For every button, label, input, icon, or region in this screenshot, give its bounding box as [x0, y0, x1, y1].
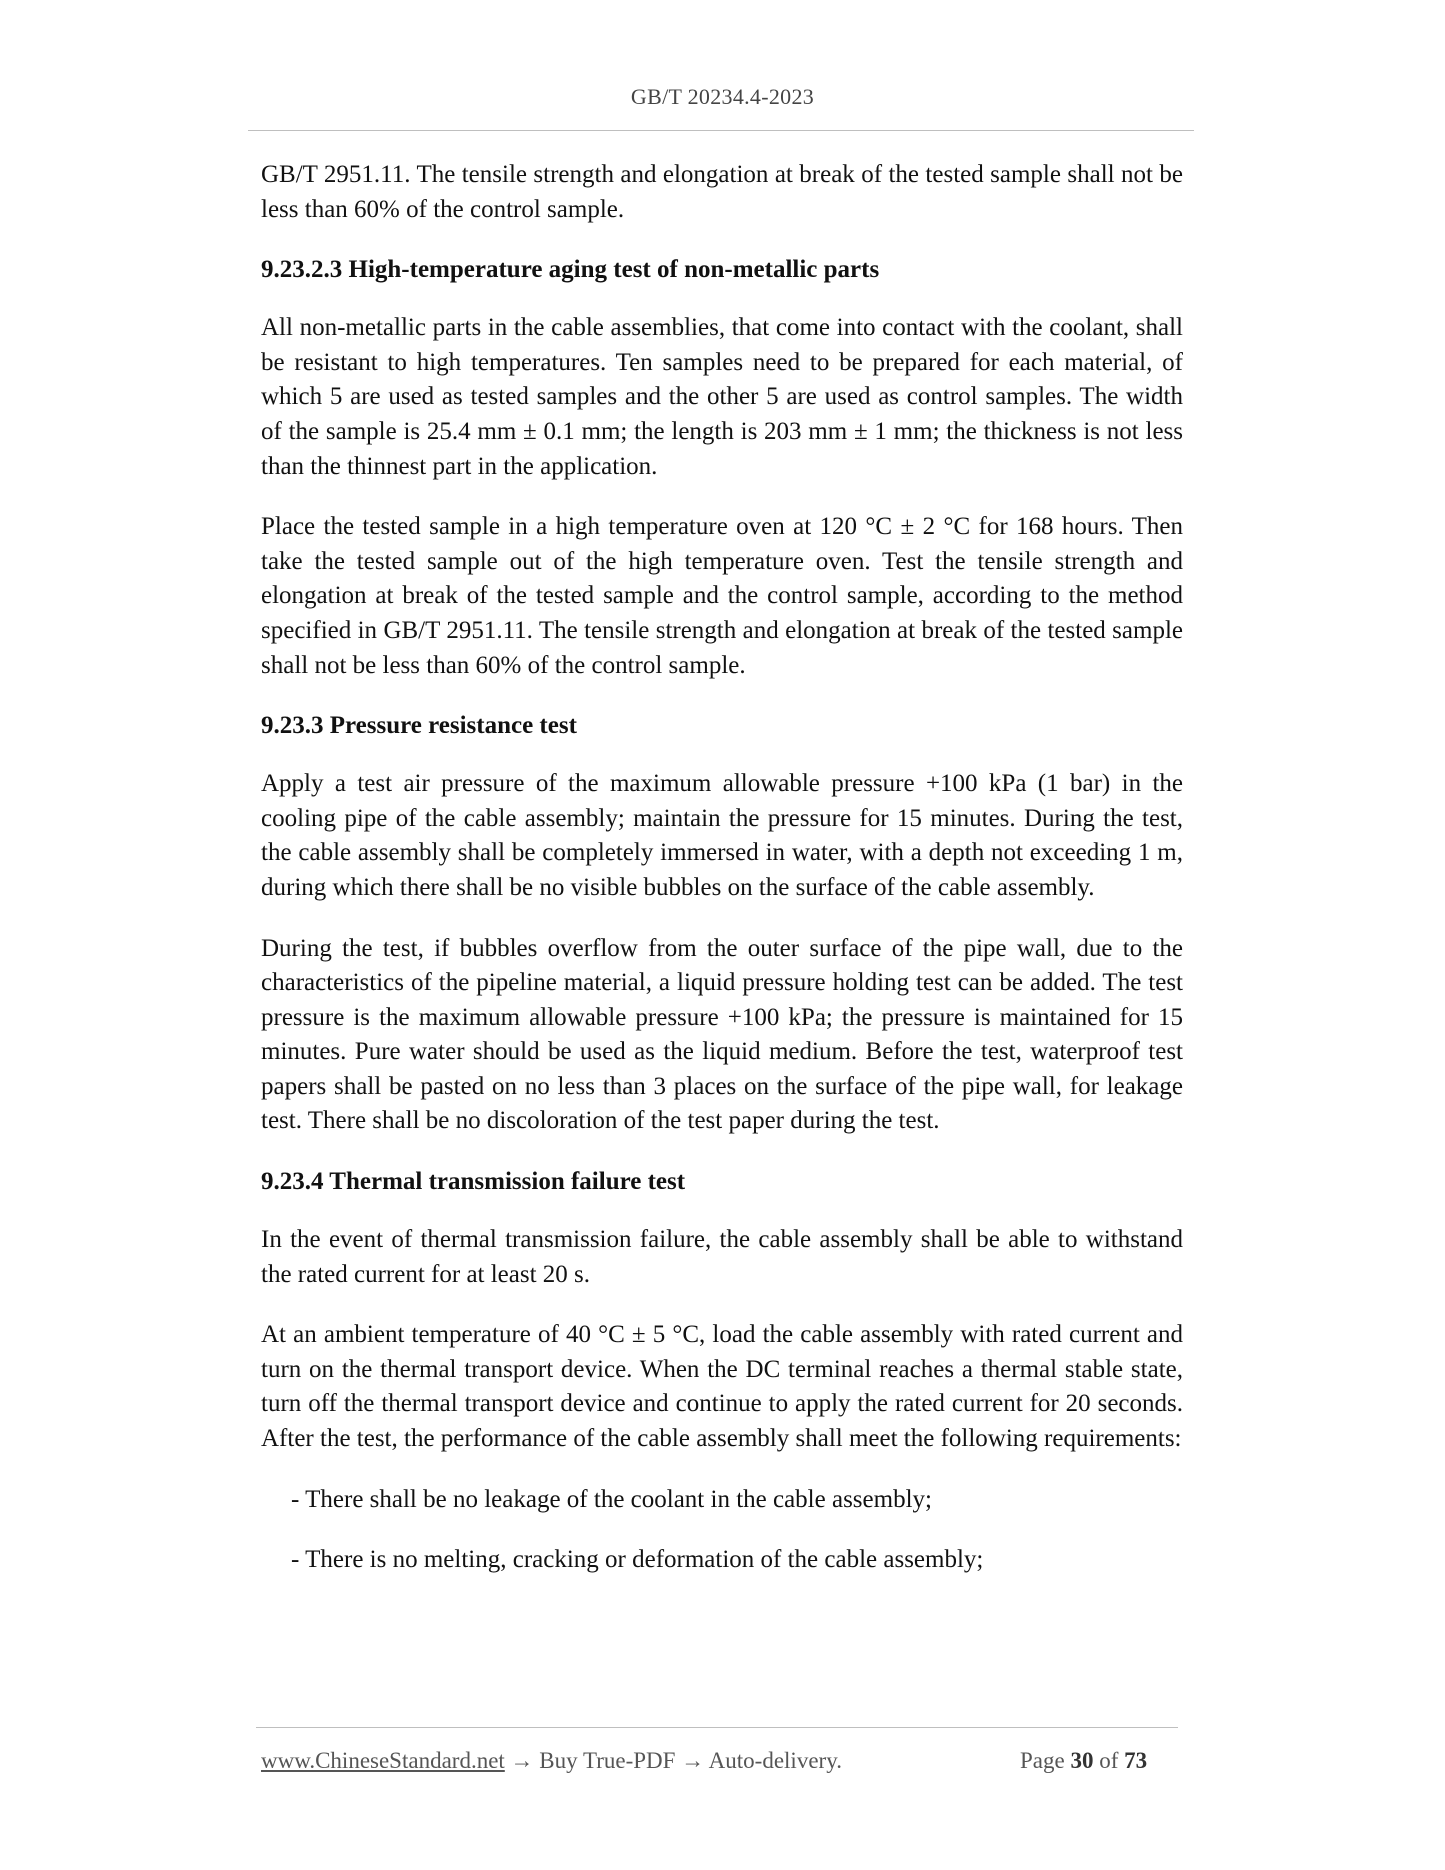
- auto-delivery-text: Auto-delivery.: [708, 1748, 842, 1773]
- section-heading-9-23-3: 9.23.3 Pressure resistance test: [261, 712, 577, 740]
- of-label: of: [1099, 1748, 1119, 1773]
- buy-true-pdf-text: Buy True-PDF: [539, 1748, 676, 1773]
- page-label: Page: [1020, 1748, 1065, 1773]
- requirement-item-deformation: - There is no melting, cracking or deformation of the cable assembly;: [291, 1546, 984, 1574]
- page-total: 73: [1124, 1748, 1148, 1773]
- site-link[interactable]: www.ChineseStandard.net: [261, 1748, 505, 1773]
- document-body: [261, 158, 1183, 1604]
- page-number: [1020, 1748, 1147, 1774]
- page-current: 30: [1070, 1748, 1094, 1773]
- paragraph-intro: GB/T 2951.11. The tensile strength and elongation at break of the tested sample shall not be less than 60% of the control sample.: [261, 161, 1183, 223]
- footer-divider: [256, 1727, 1178, 1728]
- footer-promo: [261, 1748, 842, 1774]
- paragraph-thermal-2: At an ambient temperature of 40 °C ± 5 °C, load the cable assembly with rated current and turn on the thermal transport device. When the DC terminal reaches a thermal stable state, turn off the thermal transport device and continue to apply the rated current for 20 seconds. After the test, the performance of the cable assembly shall meet the following requirements:: [261, 1321, 1183, 1453]
- section-heading-9-23-4: 9.23.4 Thermal transmission failure test: [261, 1168, 686, 1196]
- page-header: GB/T 20234.4-2023: [630, 84, 815, 109]
- arrow-right-icon: →: [510, 1748, 534, 1773]
- paragraph-pressure-1: Apply a test air pressure of the maximum allowable pressure +100 kPa (1 bar) in the cooling pipe of the cable assembly; maintain the pressure for 15 minutes. During the test, the cable assembly shall be completely immersed in water, with a depth not exceeding 1 m, during which there shall be no visible bubbles on the surface of the cable assembly.: [261, 770, 1183, 901]
- paragraph-pressure-2: During the test, if bubbles overflow from the outer surface of the pipe wall, due to the characteristics of the pipeline material, a liquid pressure holding test can be added. The test pressure is the maximum allowable pressure +100 kPa; the pressure is maintained for 15 minutes. Pure water should be used as the liquid medium. Before the test, waterproof test papers shall be pasted on no less than 3 places on the surface of the pipe wall, for leakage test. There shall be no discoloration of the test paper during the test.: [261, 934, 1183, 1135]
- paragraph-aging-1: All non-metallic parts in the cable assemblies, that come into contact with the coolant, shall be resistant to high temperatures. Ten samples need to be prepared for each material, of which 5 are used as tested samples and the other 5 are used as control samples. The width of the sample is 25.4 mm ± 0.1 mm; the length is 203 mm ± 1 mm; the thickness is not less than the thinnest part in the application.: [261, 314, 1183, 480]
- paragraph-aging-2: Place the tested sample in a high temperature oven at 120 °C ± 2 °C for 168 hours. Then take the tested sample out of the high temperature oven. Test the tensile strength and elongation at break of the tested sample and the control sample, according to the method specified in GB/T 2951.11. The tensile strength and elongation at break of the tested sample shall not be less than 60% of the control sample.: [261, 513, 1183, 679]
- header-divider: [248, 130, 1194, 131]
- paragraph-thermal-1: In the event of thermal transmission failure, the cable assembly shall be able to withstand the rated current for at least 20 s.: [261, 1226, 1183, 1288]
- requirement-item-coolant: - There shall be no leakage of the coolant in the cable assembly;: [291, 1485, 932, 1513]
- section-heading-9-23-2-3: 9.23.2.3 High-temperature aging test of non-metallic parts: [261, 256, 880, 284]
- arrow-right-icon: →: [681, 1748, 705, 1773]
